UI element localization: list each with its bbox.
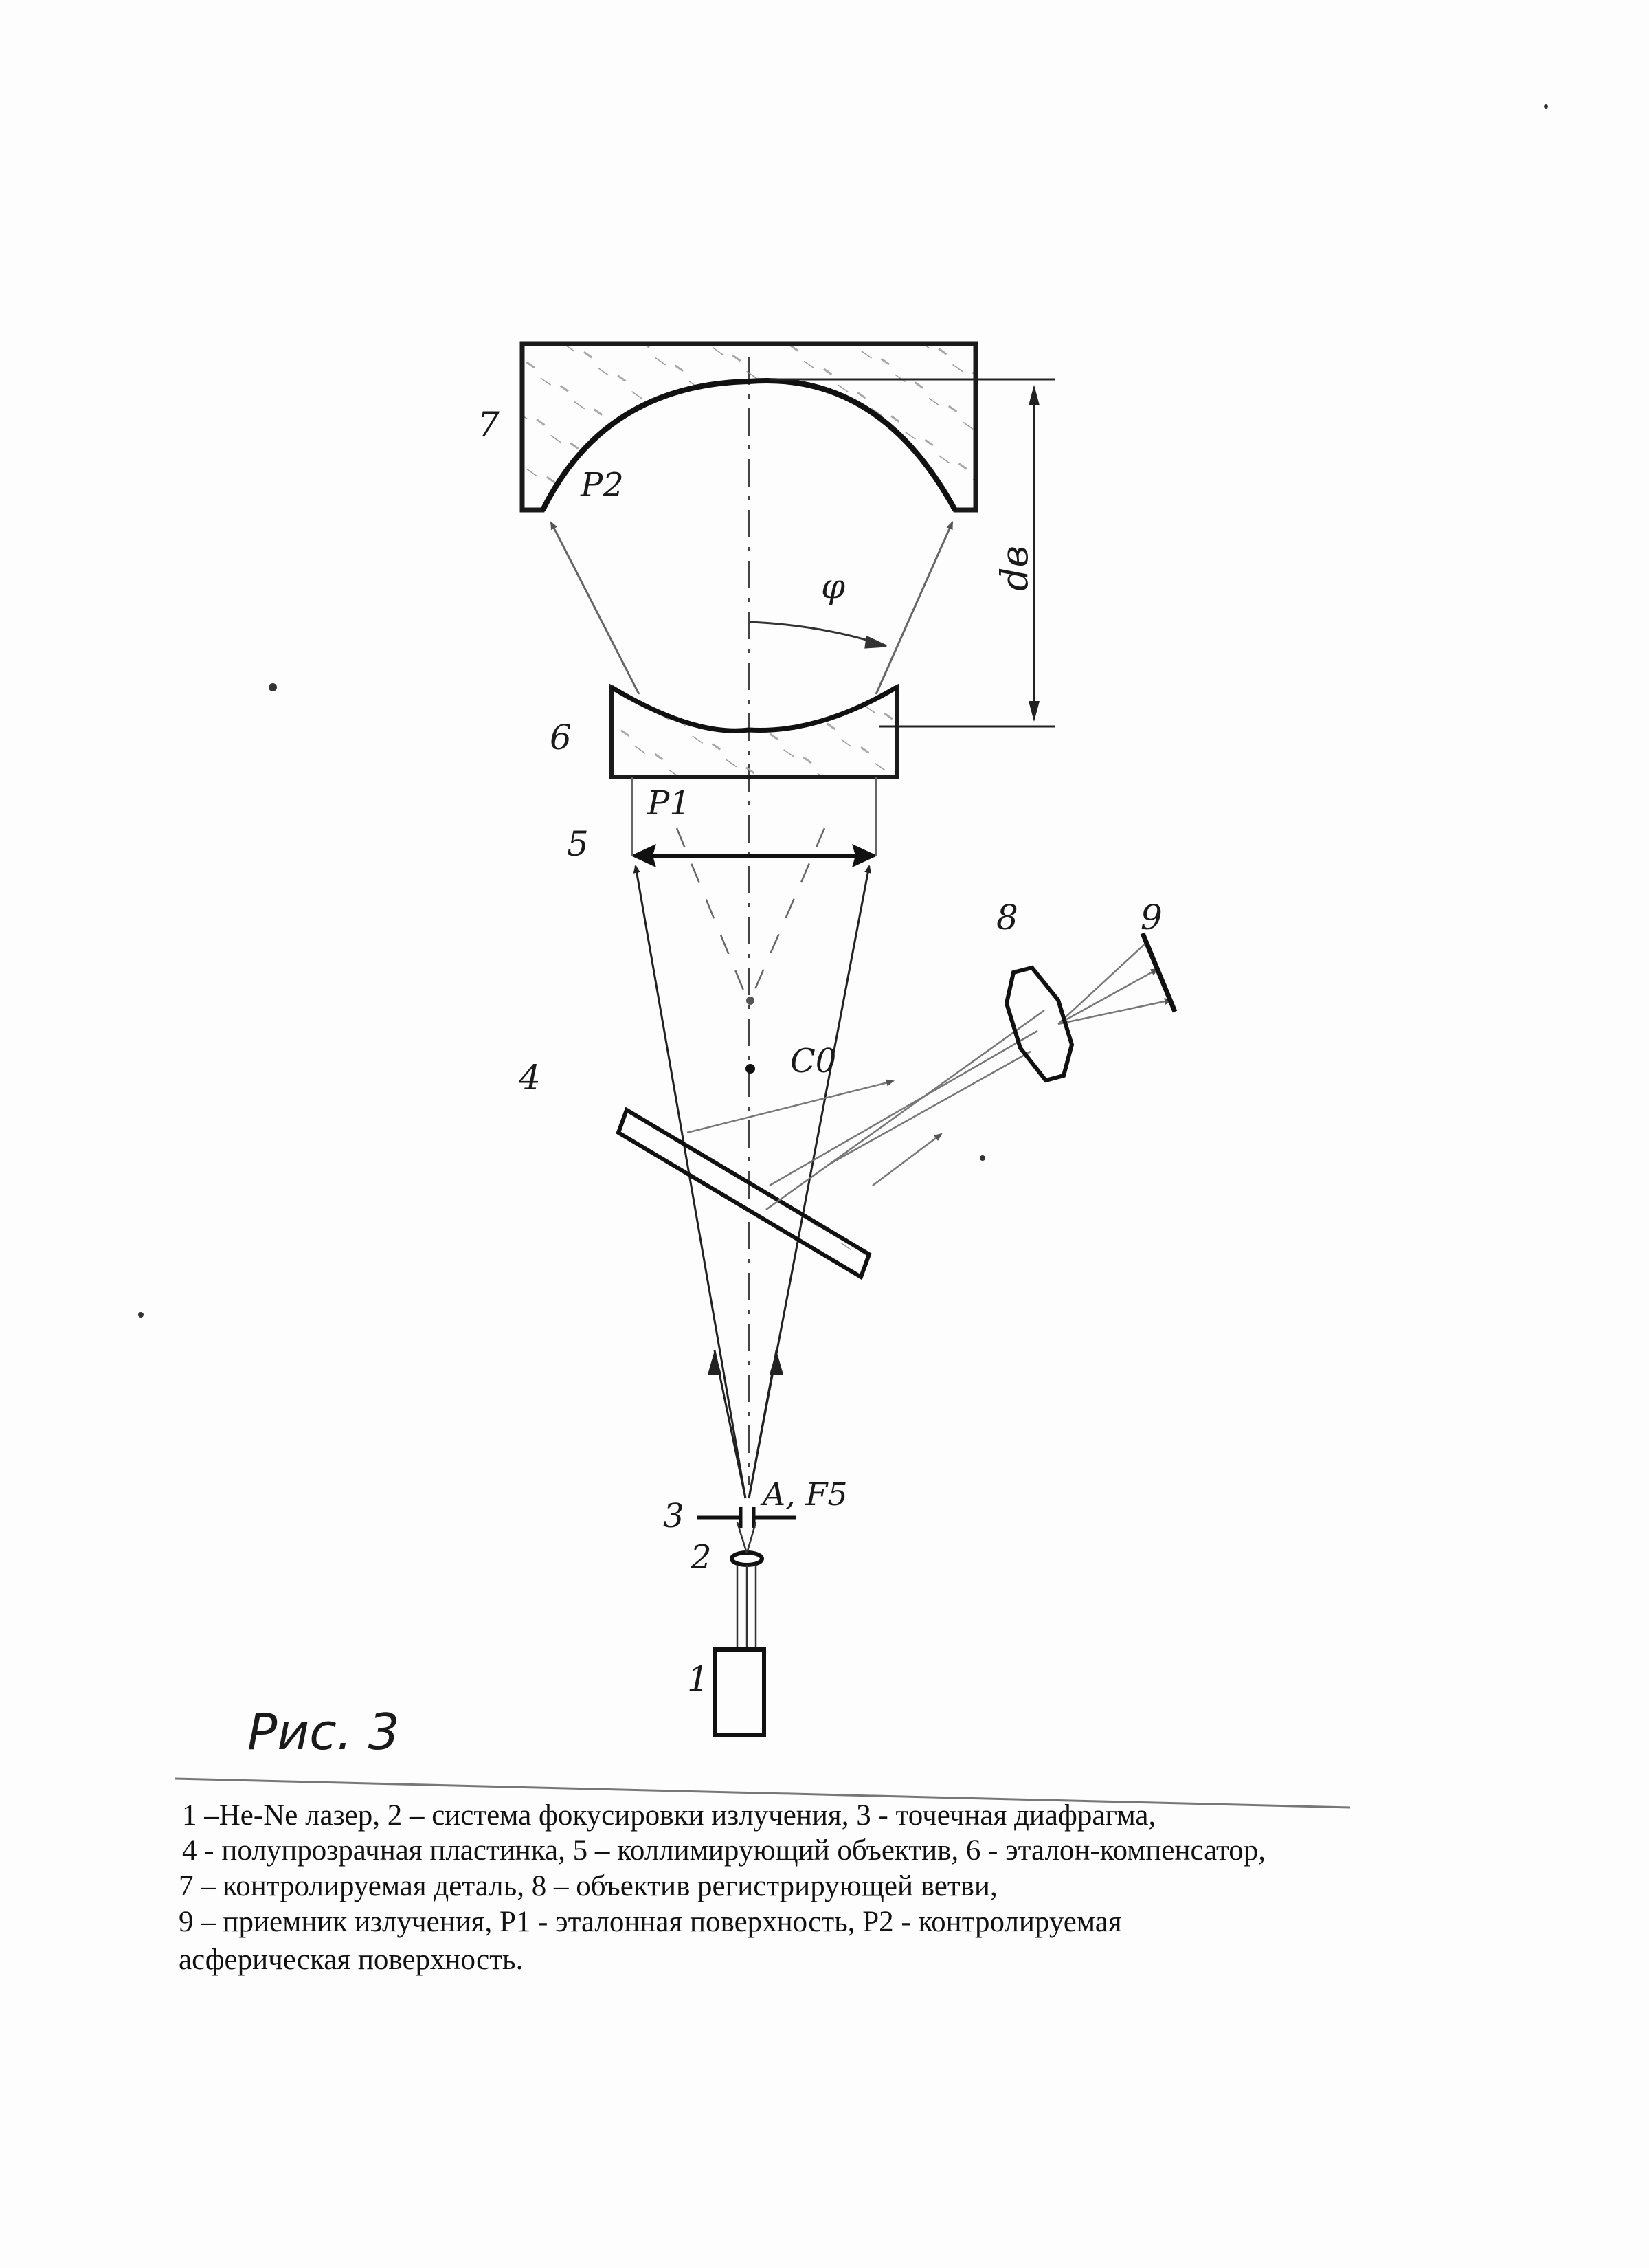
label-7: 7 (478, 405, 500, 445)
label-c0: C0 (790, 1042, 837, 1080)
caption-line-2: 4 - полупрозрачная пластинка, 5 – коллимирующий объектив, 6 - эталон-компенсатор, (182, 1834, 1266, 1867)
label-6: 6 (550, 718, 572, 757)
label-1: 1 (687, 1659, 709, 1699)
label-9: 9 (1141, 898, 1163, 937)
caption-line-4: 9 – приемник излучения, P1 - эталонная поверхность, P2 - контролируемая (179, 1906, 1122, 1938)
laser-beam (737, 1522, 756, 1649)
caption-line-5: асферическая поверхность. (179, 1944, 524, 1976)
figure-title: Рис. 3 (247, 1703, 400, 1761)
label-8: 8 (996, 898, 1018, 937)
label-5: 5 (567, 824, 589, 864)
label-p2: P2 (581, 466, 624, 504)
label-p1: P1 (647, 784, 691, 823)
label-2: 2 (691, 1538, 712, 1577)
angle-phi (750, 622, 886, 647)
label-af5: A, F5 (763, 1476, 848, 1513)
radiation-receiver-9 (1143, 933, 1175, 1012)
recording-branch-rays (687, 942, 1171, 1210)
etalon-compensator-6 (612, 687, 897, 777)
caption (179, 1799, 1266, 1976)
rays-to-surface (551, 522, 952, 694)
scan-specks (138, 104, 1548, 1318)
label-phi: φ (821, 566, 846, 606)
focus-point (746, 997, 754, 1005)
label-4: 4 (519, 1058, 541, 1098)
beam-splitter-plate-4 (618, 1110, 869, 1277)
label-3: 3 (663, 1497, 684, 1535)
main-ray-cone (636, 866, 869, 1498)
collimating-lens-5 (631, 844, 877, 867)
point-c0 (745, 1064, 755, 1074)
caption-line-1: 1 –He-Ne лазер, 2 – система фокусировки излучения, 3 - точечная диафрагма, (182, 1799, 1156, 1832)
caption-line-3: 7 – контролируемая деталь, 8 – объектив регистрирующей ветви, (179, 1870, 998, 1902)
focusing-lens-2 (732, 1553, 762, 1565)
label-d: dв (993, 546, 1036, 591)
laser-1 (715, 1649, 764, 1735)
